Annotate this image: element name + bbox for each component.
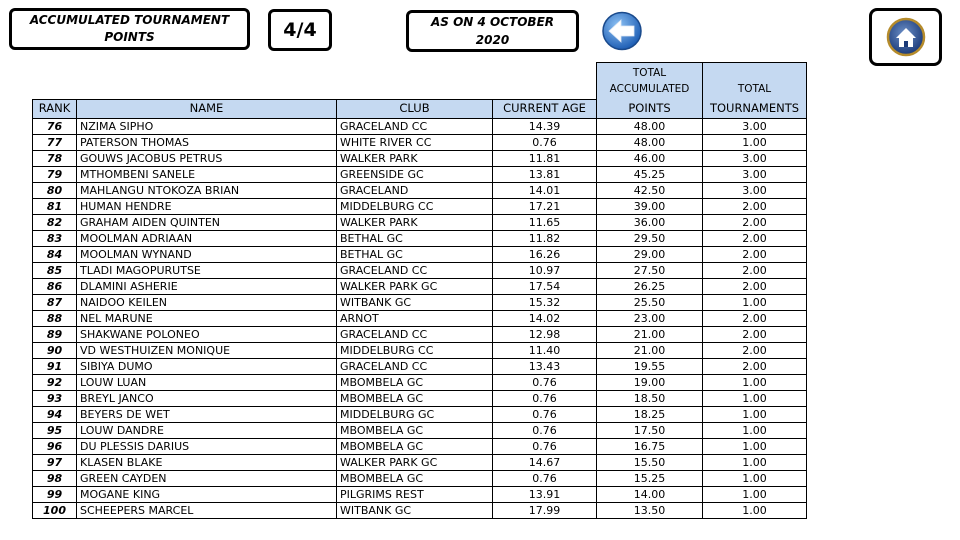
club-cell: MBOMBELA GC bbox=[337, 438, 493, 454]
name-cell: LOUW DANDRE bbox=[77, 422, 337, 438]
club-cell: WALKER PARK GC bbox=[337, 454, 493, 470]
tournaments-cell: 1.00 bbox=[703, 502, 807, 518]
rank-cell: 97 bbox=[33, 454, 77, 470]
name-cell: SHAKWANE POLONEO bbox=[77, 326, 337, 342]
date-box bbox=[406, 10, 579, 52]
age-cell: 0.76 bbox=[493, 438, 597, 454]
club-cell: MIDDELBURG CC bbox=[337, 342, 493, 358]
tournaments-cell: 3.00 bbox=[703, 166, 807, 182]
title-line-2: POINTS bbox=[104, 30, 155, 44]
rank-cell: 95 bbox=[33, 422, 77, 438]
age-cell: 15.32 bbox=[493, 294, 597, 310]
name-cell: GRAHAM AIDEN QUINTEN bbox=[77, 214, 337, 230]
points-cell: 16.75 bbox=[597, 438, 703, 454]
table-row bbox=[33, 390, 807, 406]
age-cell: 11.82 bbox=[493, 230, 597, 246]
points-cell: 39.00 bbox=[597, 198, 703, 214]
points-cell: 48.00 bbox=[597, 118, 703, 134]
table-row bbox=[33, 246, 807, 262]
back-button[interactable] bbox=[601, 11, 643, 51]
age-cell: 11.40 bbox=[493, 342, 597, 358]
age-cell: 0.76 bbox=[493, 134, 597, 150]
points-cell: 48.00 bbox=[597, 134, 703, 150]
points-table bbox=[32, 62, 807, 519]
age-cell: 0.76 bbox=[493, 470, 597, 486]
club-cell: PILGRIMS REST bbox=[337, 486, 493, 502]
tournaments-cell: 2.00 bbox=[703, 278, 807, 294]
tournaments-cell: 2.00 bbox=[703, 310, 807, 326]
name-cell: NEL MARUNE bbox=[77, 310, 337, 326]
table-row bbox=[33, 358, 807, 374]
table-body bbox=[33, 118, 807, 518]
club-cell: WALKER PARK GC bbox=[337, 278, 493, 294]
header-points: POINTS bbox=[597, 99, 703, 118]
tournaments-cell: 1.00 bbox=[703, 134, 807, 150]
header-tour-top bbox=[703, 63, 807, 100]
club-cell: MIDDELBURG GC bbox=[337, 406, 493, 422]
table-row bbox=[33, 326, 807, 342]
points-cell: 18.50 bbox=[597, 390, 703, 406]
name-cell: KLASEN BLAKE bbox=[77, 454, 337, 470]
name-cell: TLADI MAGOPURUTSE bbox=[77, 262, 337, 278]
points-cell: 23.00 bbox=[597, 310, 703, 326]
rank-cell: 96 bbox=[33, 438, 77, 454]
points-cell: 19.55 bbox=[597, 358, 703, 374]
table-row bbox=[33, 262, 807, 278]
club-cell: MBOMBELA GC bbox=[337, 390, 493, 406]
title-line-1: ACCUMULATED TOURNAMENT bbox=[29, 13, 230, 27]
age-cell: 16.26 bbox=[493, 246, 597, 262]
header-tour-line-1: TOTAL bbox=[737, 83, 772, 95]
club-cell: GREENSIDE GC bbox=[337, 166, 493, 182]
club-cell: GRACELAND CC bbox=[337, 262, 493, 278]
table-row bbox=[33, 502, 807, 518]
header-rank: RANK bbox=[33, 99, 77, 118]
age-cell: 14.39 bbox=[493, 118, 597, 134]
header-tournaments: TOURNAMENTS bbox=[703, 99, 807, 118]
name-cell: HUMAN HENDRE bbox=[77, 198, 337, 214]
name-cell: GREEN CAYDEN bbox=[77, 470, 337, 486]
rank-cell: 85 bbox=[33, 262, 77, 278]
header-row bbox=[33, 99, 807, 118]
rank-cell: 98 bbox=[33, 470, 77, 486]
points-cell: 25.50 bbox=[597, 294, 703, 310]
tournaments-cell: 2.00 bbox=[703, 358, 807, 374]
club-cell: WHITE RIVER CC bbox=[337, 134, 493, 150]
tournaments-cell: 2.00 bbox=[703, 262, 807, 278]
tournaments-cell: 1.00 bbox=[703, 294, 807, 310]
age-cell: 11.81 bbox=[493, 150, 597, 166]
header-points-line-2: ACCUMULATED bbox=[609, 83, 690, 95]
points-cell: 14.00 bbox=[597, 486, 703, 502]
header-spacer bbox=[33, 63, 597, 100]
rank-cell: 78 bbox=[33, 150, 77, 166]
rank-cell: 83 bbox=[33, 230, 77, 246]
club-cell: GRACELAND CC bbox=[337, 326, 493, 342]
points-cell: 21.00 bbox=[597, 342, 703, 358]
header-points-line-1: TOTAL bbox=[632, 67, 667, 79]
table-row bbox=[33, 230, 807, 246]
name-cell: DLAMINI ASHERIE bbox=[77, 278, 337, 294]
tournaments-cell: 2.00 bbox=[703, 246, 807, 262]
club-cell: WITBANK GC bbox=[337, 502, 493, 518]
table-row bbox=[33, 214, 807, 230]
age-cell: 0.76 bbox=[493, 390, 597, 406]
name-cell: SCHEEPERS MARCEL bbox=[77, 502, 337, 518]
age-cell: 0.76 bbox=[493, 422, 597, 438]
age-cell: 0.76 bbox=[493, 374, 597, 390]
points-cell: 29.00 bbox=[597, 246, 703, 262]
club-cell: MBOMBELA GC bbox=[337, 470, 493, 486]
tournaments-cell: 2.00 bbox=[703, 342, 807, 358]
club-cell: GRACELAND CC bbox=[337, 118, 493, 134]
rank-cell: 77 bbox=[33, 134, 77, 150]
table-row bbox=[33, 150, 807, 166]
points-cell: 26.25 bbox=[597, 278, 703, 294]
date-line-1: AS ON 4 OCTOBER bbox=[430, 15, 555, 29]
rank-cell: 100 bbox=[33, 502, 77, 518]
tournaments-cell: 3.00 bbox=[703, 150, 807, 166]
rank-cell: 82 bbox=[33, 214, 77, 230]
table-row bbox=[33, 470, 807, 486]
age-cell: 14.67 bbox=[493, 454, 597, 470]
club-cell: ARNOT bbox=[337, 310, 493, 326]
tournaments-cell: 1.00 bbox=[703, 390, 807, 406]
table-row bbox=[33, 454, 807, 470]
table-row bbox=[33, 278, 807, 294]
name-cell: SIBIYA DUMO bbox=[77, 358, 337, 374]
home-icon bbox=[886, 17, 926, 57]
home-button[interactable] bbox=[869, 8, 942, 66]
name-cell: NZIMA SIPHO bbox=[77, 118, 337, 134]
table-row bbox=[33, 310, 807, 326]
name-cell: MAHLANGU NTOKOZA BRIAN bbox=[77, 182, 337, 198]
tournaments-cell: 2.00 bbox=[703, 230, 807, 246]
name-cell: MTHOMBENI SANELE bbox=[77, 166, 337, 182]
table-row bbox=[33, 406, 807, 422]
age-cell: 13.81 bbox=[493, 166, 597, 182]
age-cell: 13.91 bbox=[493, 486, 597, 502]
rank-cell: 84 bbox=[33, 246, 77, 262]
table-row bbox=[33, 438, 807, 454]
rank-cell: 81 bbox=[33, 198, 77, 214]
points-cell: 21.00 bbox=[597, 326, 703, 342]
name-cell: MOGANE KING bbox=[77, 486, 337, 502]
tournaments-cell: 1.00 bbox=[703, 422, 807, 438]
table-row bbox=[33, 374, 807, 390]
points-cell: 27.50 bbox=[597, 262, 703, 278]
age-cell: 11.65 bbox=[493, 214, 597, 230]
tournaments-cell: 1.00 bbox=[703, 470, 807, 486]
tournaments-cell: 2.00 bbox=[703, 198, 807, 214]
date-line-2: 2020 bbox=[475, 33, 510, 47]
points-cell: 42.50 bbox=[597, 182, 703, 198]
name-cell: NAIDOO KEILEN bbox=[77, 294, 337, 310]
rank-cell: 91 bbox=[33, 358, 77, 374]
page-indicator: 4/4 bbox=[268, 9, 332, 51]
points-cell: 17.50 bbox=[597, 422, 703, 438]
club-cell: MBOMBELA GC bbox=[337, 374, 493, 390]
name-cell: DU PLESSIS DARIUS bbox=[77, 438, 337, 454]
rank-cell: 86 bbox=[33, 278, 77, 294]
title-box bbox=[9, 8, 250, 50]
header-club: CLUB bbox=[337, 99, 493, 118]
rank-cell: 99 bbox=[33, 486, 77, 502]
age-cell: 17.99 bbox=[493, 502, 597, 518]
back-arrow-icon bbox=[601, 11, 643, 51]
name-cell: MOOLMAN ADRIAAN bbox=[77, 230, 337, 246]
age-cell: 14.02 bbox=[493, 310, 597, 326]
rank-cell: 76 bbox=[33, 118, 77, 134]
tournaments-cell: 1.00 bbox=[703, 406, 807, 422]
points-table-container bbox=[32, 62, 806, 519]
club-cell: WALKER PARK bbox=[337, 214, 493, 230]
table-row bbox=[33, 422, 807, 438]
tournaments-cell: 2.00 bbox=[703, 326, 807, 342]
table-row bbox=[33, 342, 807, 358]
club-cell: BETHAL GC bbox=[337, 246, 493, 262]
points-cell: 45.25 bbox=[597, 166, 703, 182]
age-cell: 17.54 bbox=[493, 278, 597, 294]
rank-cell: 80 bbox=[33, 182, 77, 198]
age-cell: 10.97 bbox=[493, 262, 597, 278]
table-row bbox=[33, 486, 807, 502]
tournaments-cell: 1.00 bbox=[703, 374, 807, 390]
name-cell: LOUW LUAN bbox=[77, 374, 337, 390]
table-row bbox=[33, 166, 807, 182]
rank-cell: 92 bbox=[33, 374, 77, 390]
rank-cell: 93 bbox=[33, 390, 77, 406]
name-cell: MOOLMAN WYNAND bbox=[77, 246, 337, 262]
tournaments-cell: 1.00 bbox=[703, 438, 807, 454]
header-age: CURRENT AGE bbox=[493, 99, 597, 118]
points-cell: 15.50 bbox=[597, 454, 703, 470]
tournaments-cell: 3.00 bbox=[703, 118, 807, 134]
tournaments-cell: 2.00 bbox=[703, 214, 807, 230]
club-cell: BETHAL GC bbox=[337, 230, 493, 246]
table-row bbox=[33, 294, 807, 310]
points-cell: 15.25 bbox=[597, 470, 703, 486]
rank-cell: 88 bbox=[33, 310, 77, 326]
club-cell: GRACELAND bbox=[337, 182, 493, 198]
name-cell: VD WESTHUIZEN MONIQUE bbox=[77, 342, 337, 358]
points-cell: 46.00 bbox=[597, 150, 703, 166]
header-name: NAME bbox=[77, 99, 337, 118]
club-cell: GRACELAND CC bbox=[337, 358, 493, 374]
rank-cell: 94 bbox=[33, 406, 77, 422]
age-cell: 17.21 bbox=[493, 198, 597, 214]
points-cell: 19.00 bbox=[597, 374, 703, 390]
table-row bbox=[33, 118, 807, 134]
table-row bbox=[33, 134, 807, 150]
tournaments-cell: 1.00 bbox=[703, 454, 807, 470]
rank-cell: 87 bbox=[33, 294, 77, 310]
table-row bbox=[33, 182, 807, 198]
tournaments-cell: 3.00 bbox=[703, 182, 807, 198]
name-cell: BREYL JANCO bbox=[77, 390, 337, 406]
age-cell: 13.43 bbox=[493, 358, 597, 374]
age-cell: 14.01 bbox=[493, 182, 597, 198]
tournaments-cell: 1.00 bbox=[703, 486, 807, 502]
points-cell: 29.50 bbox=[597, 230, 703, 246]
name-cell: GOUWS JACOBUS PETRUS bbox=[77, 150, 337, 166]
name-cell: PATERSON THOMAS bbox=[77, 134, 337, 150]
points-cell: 36.00 bbox=[597, 214, 703, 230]
name-cell: BEYERS DE WET bbox=[77, 406, 337, 422]
points-cell: 13.50 bbox=[597, 502, 703, 518]
rank-cell: 79 bbox=[33, 166, 77, 182]
rank-cell: 90 bbox=[33, 342, 77, 358]
table-row bbox=[33, 198, 807, 214]
header-row-top bbox=[33, 63, 807, 100]
club-cell: MBOMBELA GC bbox=[337, 422, 493, 438]
age-cell: 12.98 bbox=[493, 326, 597, 342]
club-cell: WITBANK GC bbox=[337, 294, 493, 310]
club-cell: WALKER PARK bbox=[337, 150, 493, 166]
header-points-top bbox=[597, 63, 703, 100]
club-cell: MIDDELBURG CC bbox=[337, 198, 493, 214]
points-cell: 18.25 bbox=[597, 406, 703, 422]
rank-cell: 89 bbox=[33, 326, 77, 342]
age-cell: 0.76 bbox=[493, 406, 597, 422]
